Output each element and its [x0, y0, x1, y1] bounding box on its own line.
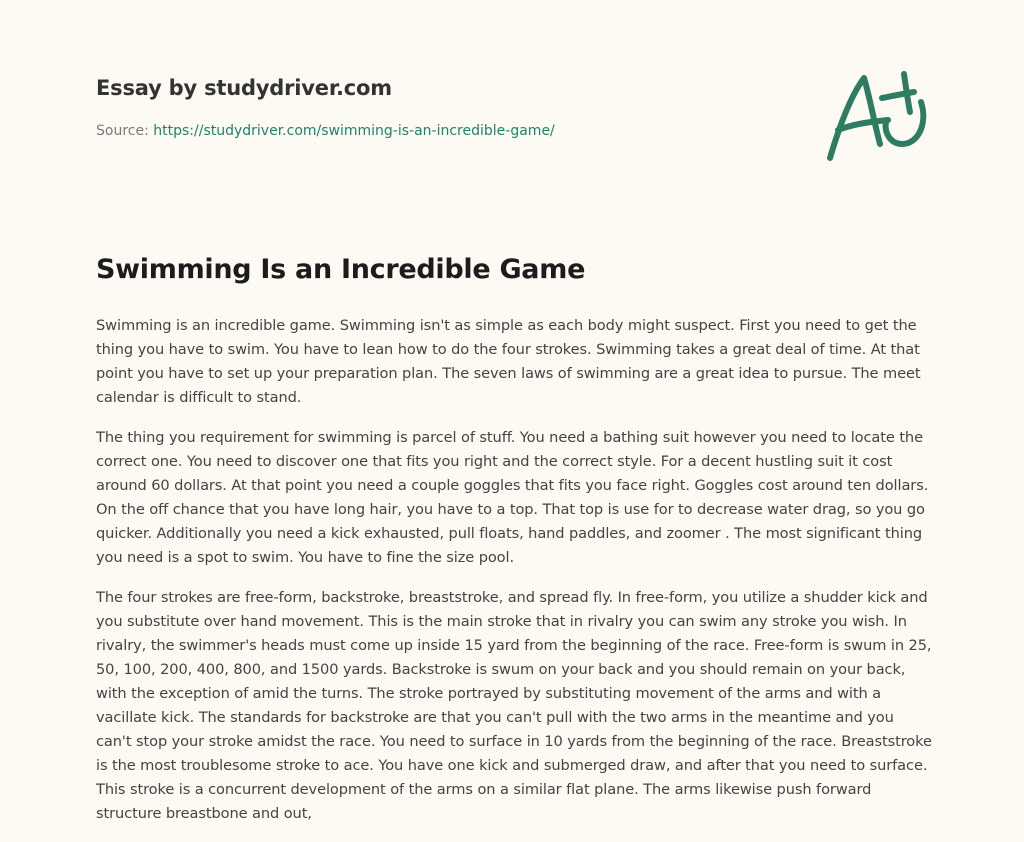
article-title: Swimming Is an Incredible Game — [96, 254, 586, 285]
paragraph: The four strokes are free-form, backstroke, breaststroke, and spread fly. In free-form, you utilize a shudder kick and you substitute over hand movement. This is the main stroke that in rivalry you can swim any stroke you wish. In rivalry, the swimmer's heads must come up inside 15 yard from the beginning of the race. Free-form is swum in 25, 50, 100, 200, 400, 800, and 1500 yards. Backstroke is swum on your back and you should remain on your back, with the exception of amid the turns. The stroke portrayed by substituting movement of the arms and with a vacillate kick. The standards for backstroke are that you can't pull with the two arms in the meantime and you can't stop your stroke amidst the race. You need to surface in 10 yards from the beginning of the race. Breaststroke is the most troublesome stroke to ace. You have one kick and submerged draw, and after that you need to surface. This stroke is a concurrent development of the arms on a similar flat plane. The arms likewise push forward structure breastbone and out, — [96, 589, 932, 822]
site-brand: Essay by studydriver.com — [96, 76, 392, 100]
paragraph: Swimming is an incredible game. Swimming isn't as simple as each body might suspect. First you need to get the thing you have to swim. You have to lean how to do the four strokes. Swimming takes a great deal of time. At that point you have to set up your preparation plan. The seven laws of swimming are a great idea to pursue. The meet calendar is difficult to stand. — [96, 317, 921, 406]
paragraph: The thing you requirement for swimming is parcel of stuff. You need a bathing suit however you need to locate the correct one. You need to discover one that fits you right and the correct style. For a decent hustling suit it cost around 60 dollars. At that point you need a couple goggles that fits you face right. Goggles cost around ten dollars. On the off chance that you have long hair, you have to a top. That top is use for to decrease water drag, so you go quicker. Additionally you need a kick exhausted, pull floats, hand paddles, and zoomer . The most significant thing you need is a spot to swim. You have to fine the size pool. — [96, 429, 929, 566]
article-body — [96, 314, 932, 842]
source-line — [96, 123, 555, 139]
source-link[interactable]: https://studydriver.com/swimming-is-an-incredible-game/ — [153, 123, 555, 139]
a-plus-logo-icon — [818, 64, 938, 168]
source-label: Source: — [96, 123, 149, 139]
